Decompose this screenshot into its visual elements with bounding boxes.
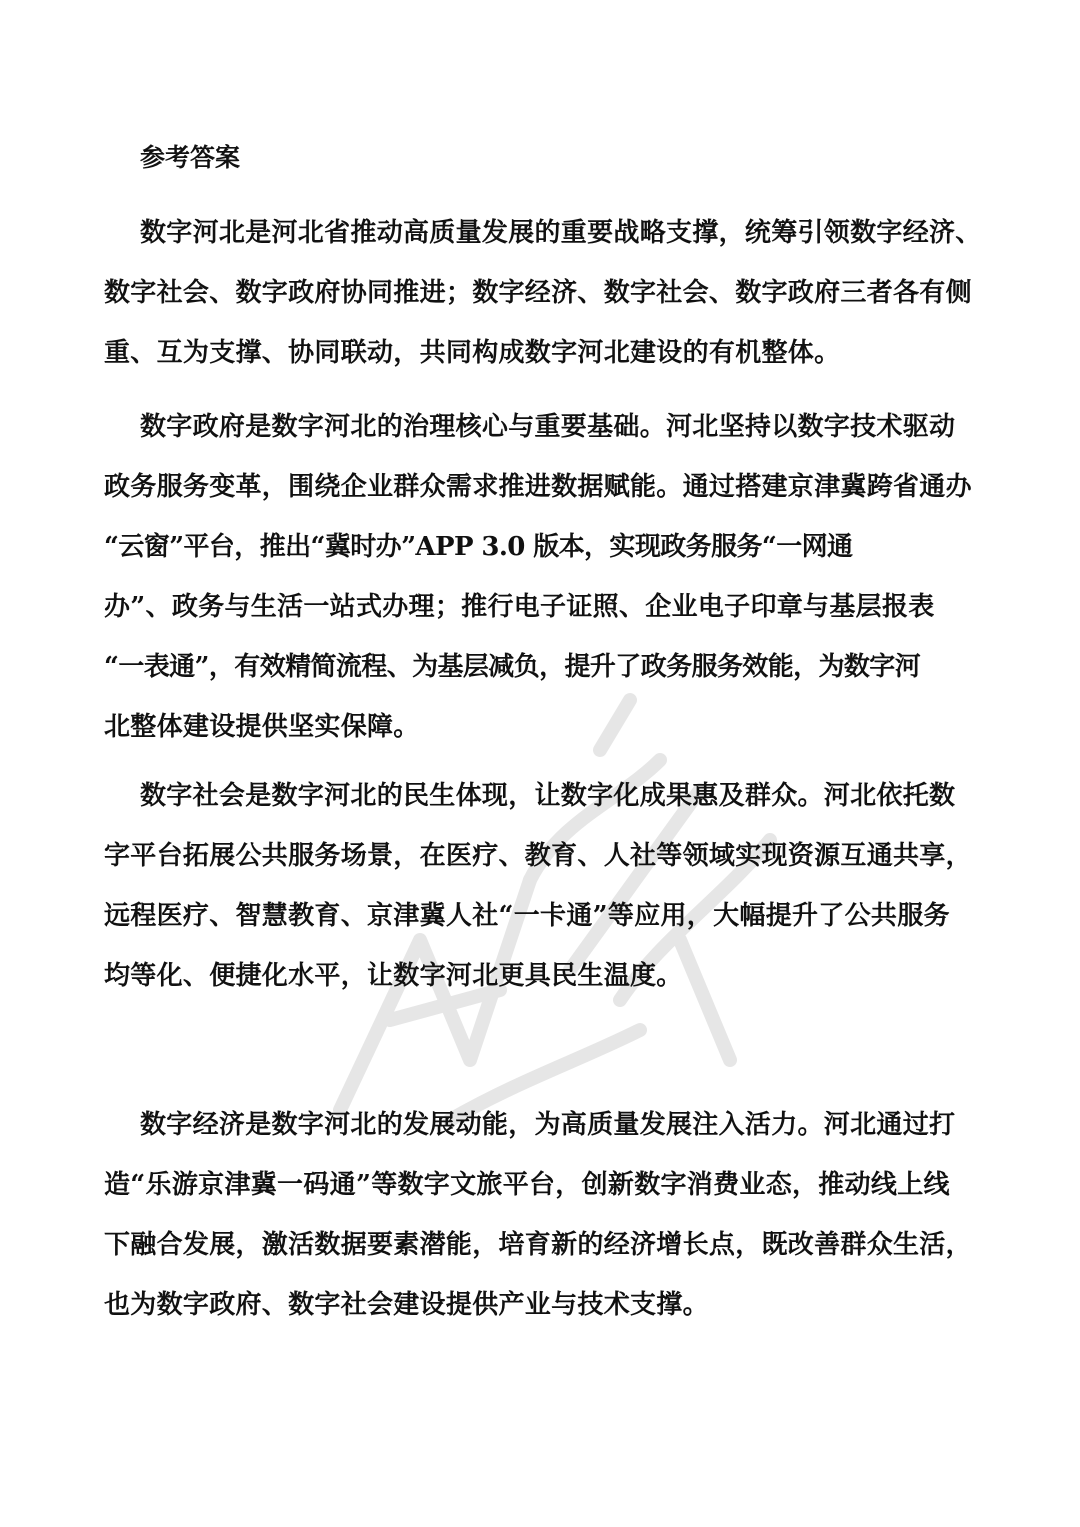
paragraph-line: “一表通”，有效精简流程、为基层减负，提升了政务服务效能，为数字河 (104, 652, 921, 682)
paragraph-line: 字平台拓展公共服务场景，在医疗、教育、人社等领域实现资源互通共享， (104, 841, 972, 871)
paragraph-line: 下融合发展，激活数据要素潜能，培育新的经济增长点，既改善群众生活， (104, 1230, 972, 1260)
paragraph-digital-society (104, 766, 1004, 1006)
paragraph-line: 数字经济是数字河北的发展动能，为高质量发展注入活力。河北通过打 (140, 1110, 956, 1140)
page-title: 参考答案 (140, 143, 241, 172)
paragraph-line: 也为数字政府、数字社会建设提供产业与技术支撑。 (104, 1290, 709, 1320)
paragraph-line: 数字社会是数字河北的民生体现，让数字化成果惠及群众。河北依托数 (140, 781, 956, 811)
paragraph-line: 均等化、便捷化水平，让数字河北更具民生温度。 (104, 961, 683, 991)
paragraph-line: 数字社会、数字政府协同推进；数字经济、数字社会、数字政府三者各有侧 (104, 278, 972, 308)
paragraph-line: “云窗”平台，推出“冀时办”APP 3.0 版本，实现政务服务“一网通 (104, 532, 853, 562)
paragraph-line: 北整体建设提供坚实保障。 (104, 712, 420, 742)
paragraph-line: 政务服务变革，围绕企业群众需求推进数据赋能。通过搭建京津冀跨省通办 (104, 472, 972, 502)
paragraph-digital-economy (104, 1095, 1004, 1335)
paragraph-digital-government (104, 397, 1004, 757)
paragraph-line: 远程医疗、智慧教育、京津冀人社“一卡通”等应用，大幅提升了公共服务 (104, 901, 950, 931)
paragraph-line: 数字河北是河北省推动高质量发展的重要战略支撑，统筹引领数字经济、 (140, 218, 982, 248)
paragraph-line: 数字政府是数字河北的治理核心与重要基础。河北坚持以数字技术驱动 (140, 412, 956, 442)
paragraph-line: 造“乐游京津冀一码通”等数字文旅平台，创新数字消费业态，推动线上线 (104, 1170, 950, 1200)
paragraph-line: 办”、政务与生活一站式办理；推行电子证照、企业电子印章与基层报表 (104, 592, 935, 622)
paragraph-line: 重、互为支撑、协同联动，共同构成数字河北建设的有机整体。 (104, 338, 841, 368)
paragraph-overview (104, 203, 1004, 383)
